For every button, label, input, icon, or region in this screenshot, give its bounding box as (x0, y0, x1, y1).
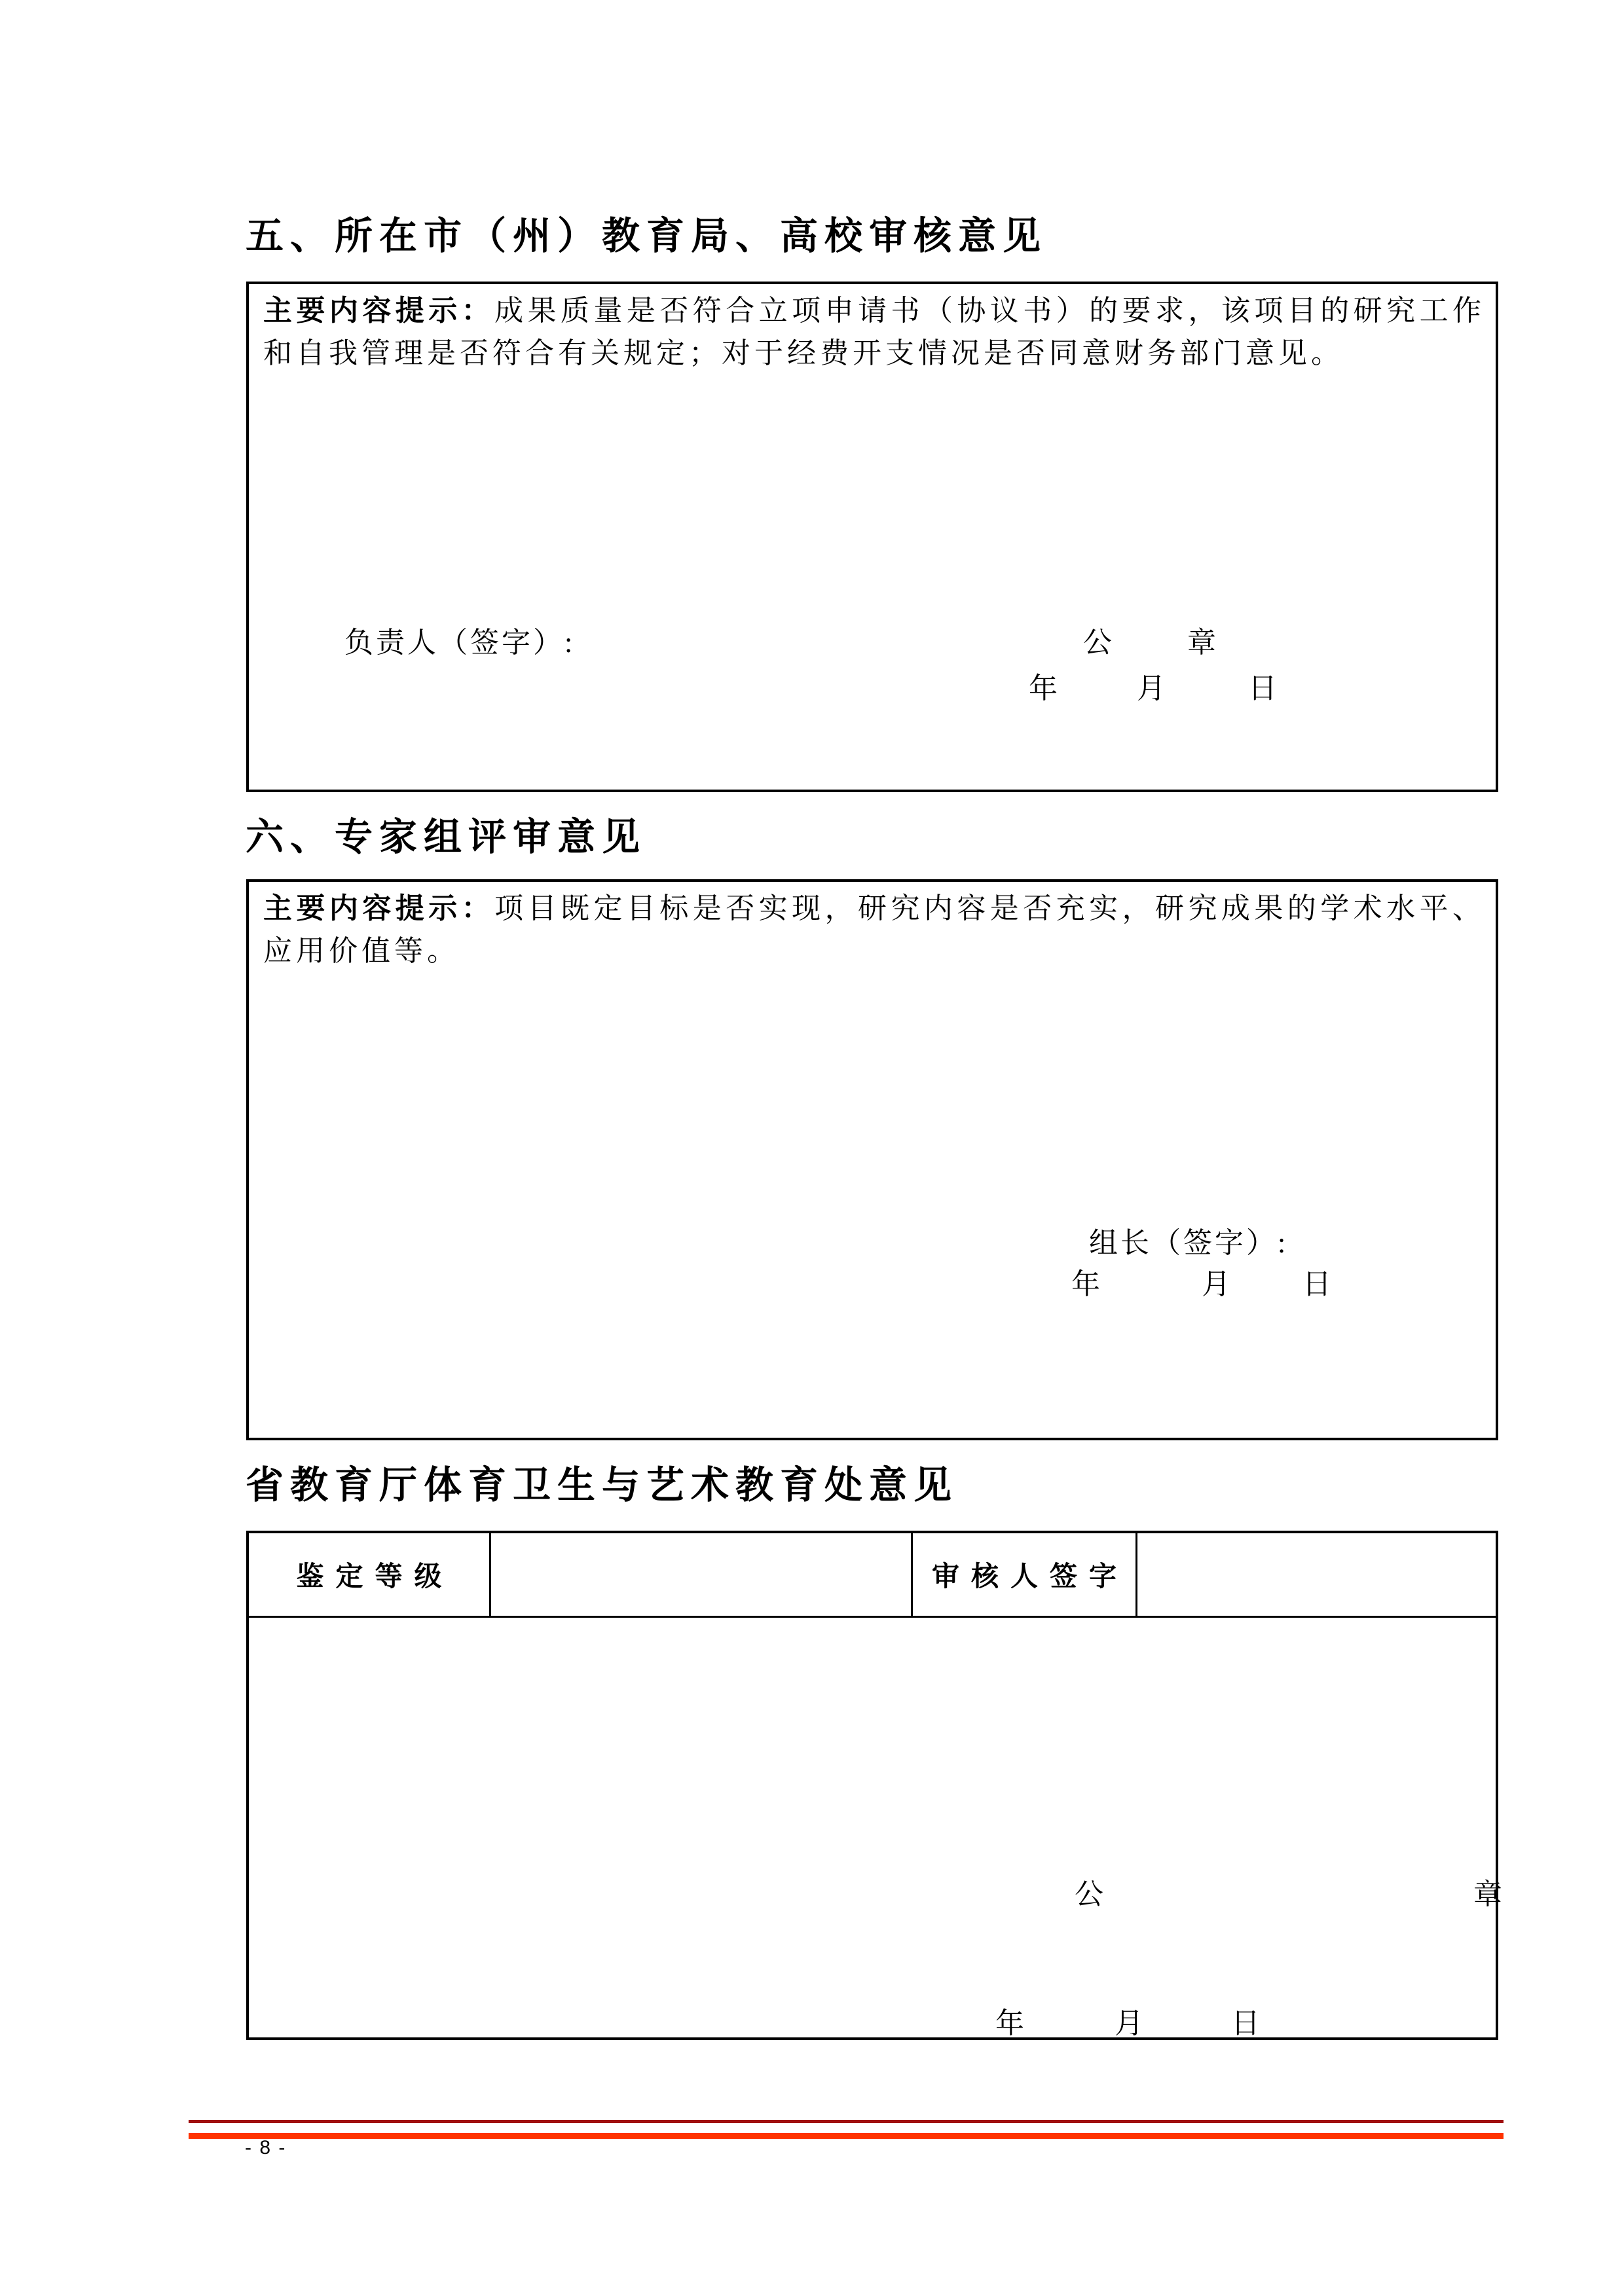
opinion-body-cell (249, 1618, 1502, 2039)
grade-value-cell[interactable] (491, 1533, 911, 1616)
date-month-label: 月 (1115, 2007, 1143, 2039)
footer-rule-orange (189, 2133, 1504, 2139)
date-year-label: 年 (1029, 672, 1058, 704)
prompt-label: 主要内容提示： (263, 295, 495, 327)
prompt-body: 项目既定目标是否实现，研究内容是否充实，研究成果的学术水平、应用价值等。 (263, 892, 1486, 967)
section7-heading: 省教育厅体育卫生与艺术教育处意见 (246, 1464, 959, 1506)
grade-label-cell (249, 1533, 489, 1616)
seal-char-gong: 公 (1075, 1878, 1103, 1910)
date-month-label: 月 (1202, 1268, 1230, 1300)
section7-opinion-table (246, 1531, 1502, 2040)
table-header-row (249, 1533, 1496, 1618)
seal-char-zhang: 章 (1187, 627, 1216, 659)
date-day-label: 日 (1248, 672, 1277, 704)
reviewer-value-cell[interactable] (1137, 1533, 1496, 1616)
date-day-label: 日 (1231, 2007, 1260, 2039)
responsible-person-signature-label: 负责人（签字）: (344, 627, 576, 659)
date-year-label: 年 (995, 2007, 1024, 2039)
column-divider (911, 1533, 913, 1616)
section5-prompt (263, 289, 1485, 374)
page-number: - 8 - (245, 2137, 287, 2159)
date-month-label: 月 (1137, 672, 1166, 704)
seal-char-zhang: 章 (1473, 1878, 1502, 1910)
reviewer-signature-label: 审核人签字 (931, 1561, 1128, 1592)
footer-rule-dark (189, 2120, 1504, 2123)
section6-review-box (246, 879, 1498, 1440)
reviewer-label-cell (913, 1533, 1135, 1616)
section6-prompt (263, 887, 1485, 972)
group-leader-signature-label: 组长（签字）: (1089, 1227, 1289, 1259)
seal-char-gong: 公 (1083, 627, 1112, 659)
column-divider (1135, 1533, 1137, 1616)
prompt-label: 主要内容提示： (263, 892, 495, 924)
prompt-body: 成果质量是否符合立项申请书（协议书）的要求，该项目的研究工作和自我管理是否符合有关规定；对于经费开支情况是否同意财务部门意见。 (263, 295, 1486, 369)
grade-label: 鉴定等级 (296, 1561, 454, 1592)
section6-heading: 六、专家组评审意见 (246, 816, 647, 858)
section5-heading: 五、所在市（州）教育局、高校审核意见 (246, 215, 1048, 257)
date-year-label: 年 (1071, 1268, 1100, 1300)
column-divider (489, 1533, 491, 1616)
date-day-label: 日 (1302, 1268, 1331, 1300)
section5-review-box (246, 282, 1498, 792)
